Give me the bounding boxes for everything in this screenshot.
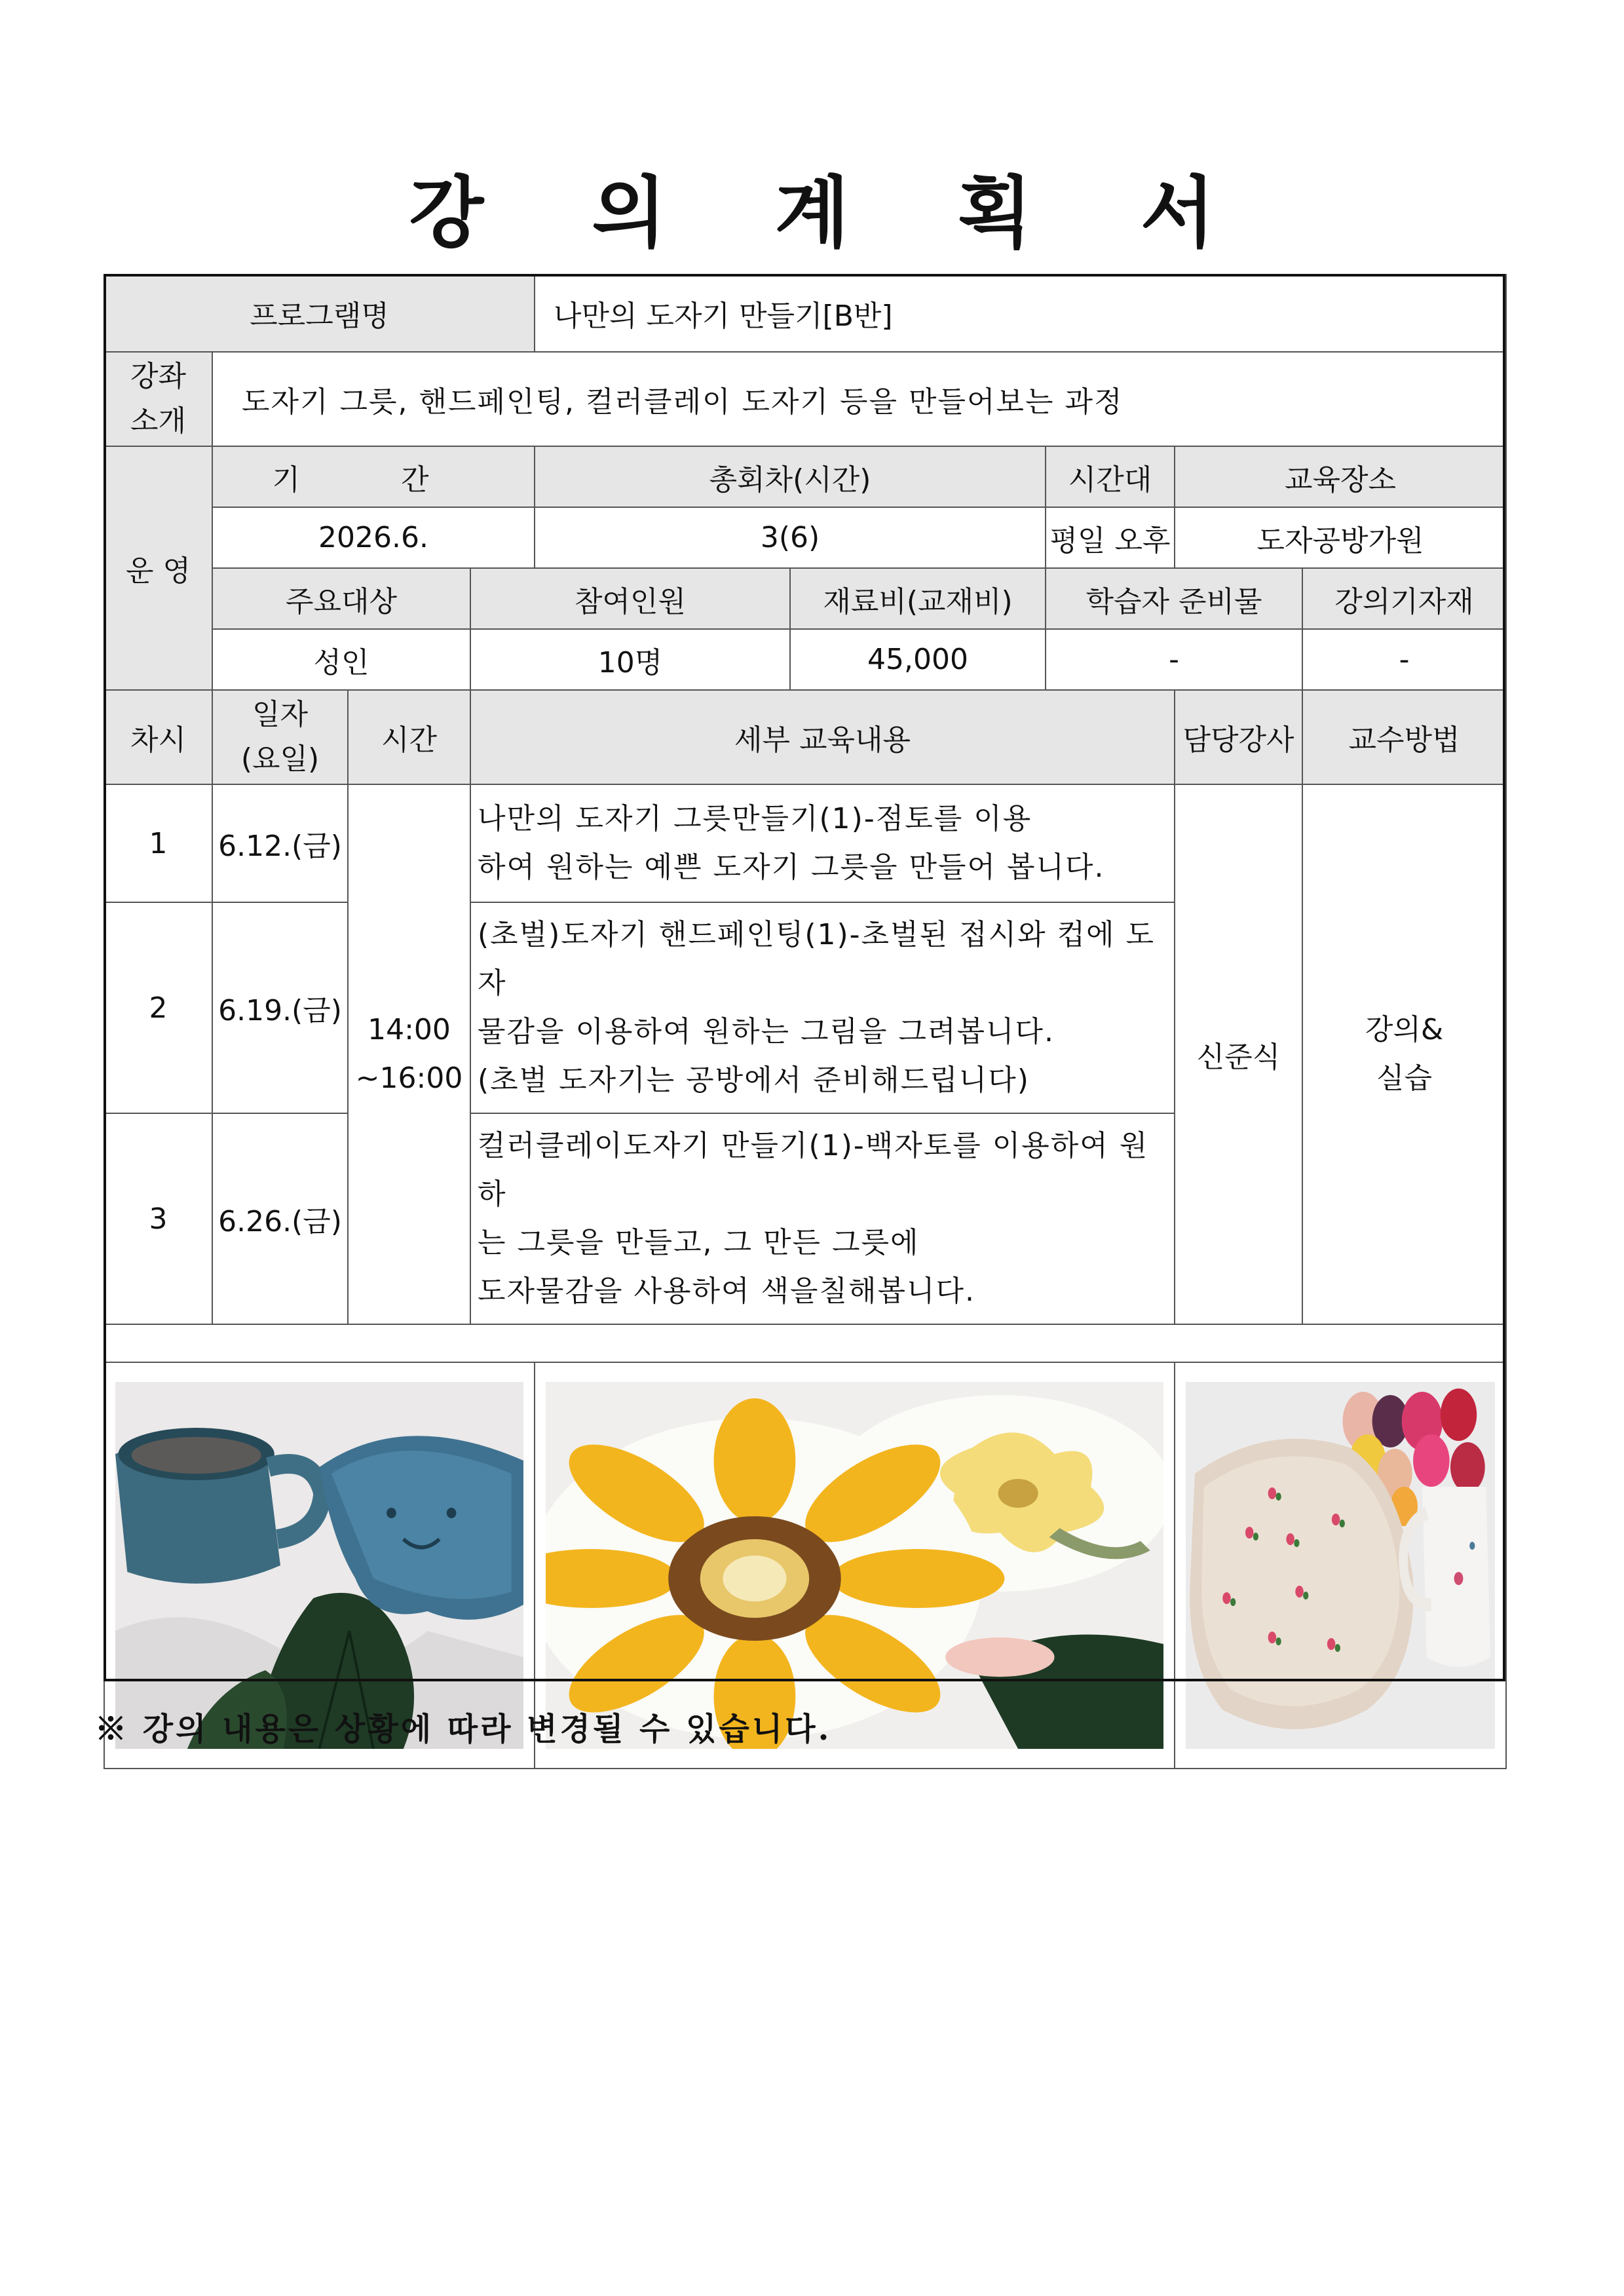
date-header: 일자 (요일) <box>212 690 348 784</box>
venue-value: 도자공방가원 <box>1175 507 1506 568</box>
page-title: 강 의 계 획 서 <box>409 168 1256 258</box>
instructor-header: 담당강사 <box>1175 690 1302 784</box>
target-value: 성인 <box>212 629 470 690</box>
intro-text: 도자기 그릇, 핸드페인팅, 컬러클레이 도자기 등을 만들어보는 과정 <box>212 352 1506 446</box>
session-content: (초벌)도자기 핸드페인팅(1)-초벌된 접시와 컵에 도자 물감을 이용하여 원하는 그림을 그려봅니다. (초벌 도자기는 공방에서 준비해드립니다) <box>470 902 1175 1113</box>
session-date: 6.12.(금) <box>212 784 348 902</box>
session-number: 2 <box>104 902 212 1113</box>
venue-header: 교육장소 <box>1175 446 1506 507</box>
session-number: 1 <box>104 784 212 902</box>
time-header: 시간 <box>348 690 470 784</box>
teaching-method: 강의& 실습 <box>1302 784 1506 1324</box>
method-header: 교수방법 <box>1302 690 1506 784</box>
participants-value: 10명 <box>470 629 790 690</box>
period-header: 기 간 <box>212 446 535 507</box>
sessions-header: 총회차(시간) <box>535 446 1046 507</box>
timeslot-header: 시간대 <box>1046 446 1175 507</box>
learner-supplies-value: - <box>1046 629 1302 690</box>
program-label: 프로그램명 <box>104 275 535 352</box>
session-time: 14:00 ~16:00 <box>348 784 470 1324</box>
session-content: 나만의 도자기 그릇만들기(1)-점토를 이용 하여 원하는 예쁜 도자기 그릇을 만들어 봅니다. <box>470 784 1175 902</box>
session-content: 컬러클레이도자기 만들기(1)-백자토를 이용하여 원하 는 그릇을 만들고, 그 만든 그릇에 도자물감을 사용하여 색을칠해봅니다. <box>470 1113 1175 1324</box>
period-value: 2026.6. <box>212 507 535 568</box>
learner-supplies-header: 학습자 준비물 <box>1046 568 1302 629</box>
target-header: 주요대상 <box>212 568 470 629</box>
material-fee-header: 재료비(교재비) <box>790 568 1046 629</box>
session-date: 6.19.(금) <box>212 902 348 1113</box>
session-header: 차시 <box>104 690 212 784</box>
operation-label: 운 영 <box>104 446 212 690</box>
material-fee-value: 45,000 <box>790 629 1046 690</box>
change-notice: ※ 강의 내용은 상황에 따라 변경될 수 있습니다. <box>95 1711 832 1748</box>
equipment-value: - <box>1302 629 1506 690</box>
intro-label: 강좌 소개 <box>104 352 212 446</box>
program-name: 나만의 도자기 만들기[B반] <box>535 275 1506 352</box>
session-date: 6.26.(금) <box>212 1113 348 1324</box>
timeslot-value: 평일 오후 <box>1046 507 1175 568</box>
session-number: 3 <box>104 1113 212 1324</box>
content-header: 세부 교육내용 <box>470 690 1175 784</box>
table-outer-frame <box>104 274 1505 1681</box>
participants-header: 참여인원 <box>470 568 790 629</box>
equipment-header: 강의기자재 <box>1302 568 1506 629</box>
instructor-name: 신준식 <box>1175 784 1302 1324</box>
sessions-value: 3(6) <box>535 507 1046 568</box>
